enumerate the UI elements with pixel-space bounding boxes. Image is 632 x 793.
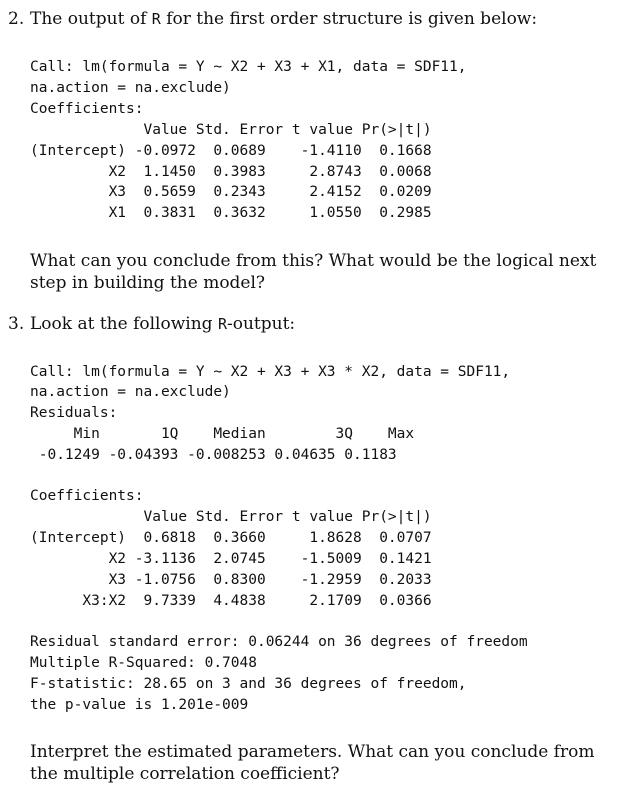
coefficient-row: X1 0.3831 0.3632 1.0550 0.2985 <box>30 205 432 221</box>
residuals-values: -0.1249 -0.04393 -0.008253 0.04635 0.1183 <box>30 447 397 463</box>
intro-text: The output of <box>30 9 152 29</box>
coefficient-row: X3:X2 9.7339 4.4838 2.1709 0.0366 <box>30 593 432 609</box>
question-2-text: What can you conclude from this? What would be the logical next step in building the model? <box>30 251 597 293</box>
question-3-text: Interpret the estimated parameters. What can you conclude from the multiple correlation coefficient? <box>30 742 595 784</box>
coefficient-row: X3 0.5659 0.2343 2.4152 0.0209 <box>30 184 432 200</box>
call-line-1: Call: lm(formula = Y ~ X2 + X3 + X1, data = SDF11, <box>30 59 467 75</box>
residuals-title: Residuals: <box>30 405 118 421</box>
question-2-number: 2. <box>8 9 25 29</box>
intro-text: -output: <box>226 314 296 334</box>
coefficient-row: X3 -1.0756 0.8300 -1.2959 0.2033 <box>30 572 432 588</box>
coefficient-row: (Intercept) 0.6818 0.3660 1.8628 0.0707 <box>30 530 432 546</box>
call-line-2: na.action = na.exclude) <box>30 80 231 96</box>
question-3-number: 3. <box>8 314 25 334</box>
call-line-2: na.action = na.exclude) <box>30 384 231 400</box>
residuals-header: Min 1Q Median 3Q Max <box>30 426 415 442</box>
coefficients-title: Coefficients: <box>30 101 144 117</box>
f-statistic: F-statistic: 28.65 on 3 and 36 degrees of freedom, <box>30 676 467 692</box>
coefficients-title: Coefficients: <box>30 488 144 504</box>
call-line-1: Call: lm(formula = Y ~ X2 + X3 + X3 * X2, data = SDF11, <box>30 364 511 380</box>
coefficient-row: X2 1.1450 0.3983 2.8743 0.0068 <box>30 164 432 180</box>
multiple-r-squared: Multiple R-Squared: 0.7048 <box>30 655 257 671</box>
question-2-intro <box>30 8 537 30</box>
intro-text: Look at the following <box>30 314 218 334</box>
residual-standard-error: Residual standard error: 0.06244 on 36 degrees of freedom <box>30 634 528 650</box>
intro-text: for the first order structure is given below: <box>160 9 538 29</box>
p-value: the p-value is 1.201e-009 <box>30 697 249 713</box>
coefficient-row: X2 -3.1136 2.0745 -1.5009 0.1421 <box>30 551 432 567</box>
coefficient-row: (Intercept) -0.0972 0.0689 -1.4110 0.1668 <box>30 143 432 159</box>
coefficients-header: Value Std. Error t value Pr(>|t|) <box>30 122 432 138</box>
r-code-label: R <box>151 10 161 28</box>
r-code-label: R <box>217 315 227 333</box>
coefficients-header: Value Std. Error t value Pr(>|t|) <box>30 509 432 525</box>
question-3-intro <box>30 313 295 335</box>
